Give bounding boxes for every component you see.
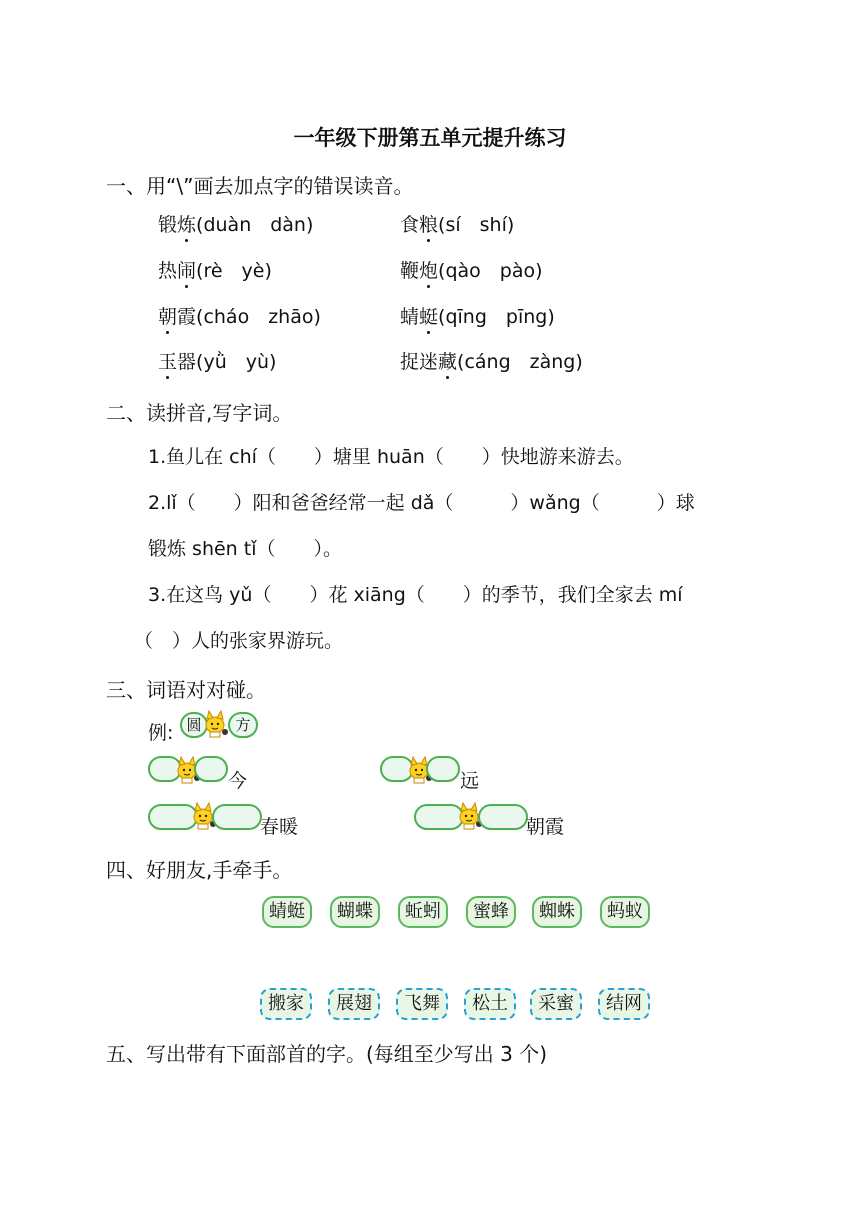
s2-line-1: 1.鱼儿在 chí（ ）塘里 huān（ ）快地游来游去。 bbox=[148, 446, 634, 468]
insect-box[interactable]: 蜻蜓 bbox=[262, 896, 312, 928]
pair-word-1: 今 bbox=[228, 770, 248, 792]
action-box[interactable]: 松土 bbox=[464, 988, 516, 1020]
insect-box[interactable]: 蜘蛛 bbox=[532, 896, 582, 928]
blank-pill[interactable] bbox=[478, 804, 528, 830]
s2-line-3: 锻炼 shēn tǐ（ ）。 bbox=[148, 538, 342, 560]
s2-line-4: 3.在这鸟 yǔ（ ）花 xiāng（ ）的季节，我们全家去 mí bbox=[148, 584, 683, 606]
s1-item-6: 蜻蜓(qīng pīng) bbox=[400, 302, 555, 329]
section-4-heading: 四、好朋友,手牵手。 bbox=[106, 858, 293, 882]
pair-word-3: 春暖 bbox=[260, 816, 299, 838]
example-right-pill: 方 bbox=[228, 712, 258, 738]
insect-box[interactable]: 蜜蜂 bbox=[466, 896, 516, 928]
s1-item-7: 玉器(yǜ yù) bbox=[158, 347, 276, 374]
insect-box[interactable]: 蚯蚓 bbox=[398, 896, 448, 928]
action-box[interactable]: 采蜜 bbox=[530, 988, 582, 1020]
s2-line-2: 2.lǐ（ ）阳和爸爸经常一起 dǎ（ ）wǎng（ ）球 bbox=[148, 492, 695, 514]
s1-item-3: 热闹(rè yè) bbox=[158, 256, 272, 283]
example-left-pill: 圆 bbox=[180, 712, 208, 738]
section-2-heading: 二、读拼音,写字词。 bbox=[106, 401, 293, 425]
action-box[interactable]: 展翅 bbox=[328, 988, 380, 1020]
example-label: 例: bbox=[148, 722, 174, 744]
s1-item-5: 朝霞(cháo zhāo) bbox=[158, 302, 321, 329]
cat-icon bbox=[200, 708, 230, 738]
s2-line-5: （ ）人的张家界游玩。 bbox=[134, 630, 344, 652]
s1-item-1: 锻炼(duàn dàn) bbox=[158, 210, 313, 237]
section-5-heading: 五、写出带有下面部首的字。(每组至少写出 3 个) bbox=[106, 1042, 548, 1066]
page-title: 一年级下册第五单元提升练习 bbox=[293, 126, 567, 150]
section-3-heading: 三、词语对对碰。 bbox=[106, 678, 266, 702]
action-box[interactable]: 结网 bbox=[598, 988, 650, 1020]
blank-pill[interactable] bbox=[194, 756, 228, 782]
blank-pill[interactable] bbox=[212, 804, 262, 830]
s1-item-2: 食粮(sí shí) bbox=[400, 210, 514, 237]
section-1-heading: 一、用“\”画去加点字的错误读音。 bbox=[106, 174, 414, 198]
s1-item-4: 鞭炮(qào pào) bbox=[400, 256, 543, 283]
action-box[interactable]: 飞舞 bbox=[396, 988, 448, 1020]
insect-box[interactable]: 蝴蝶 bbox=[330, 896, 380, 928]
s1-item-8: 捉迷藏(cáng zàng) bbox=[400, 347, 583, 374]
pair-word-4: 朝霞 bbox=[526, 816, 565, 838]
insect-box[interactable]: 蚂蚁 bbox=[600, 896, 650, 928]
pair-word-2: 远 bbox=[460, 770, 480, 792]
action-box[interactable]: 搬家 bbox=[260, 988, 312, 1020]
blank-pill[interactable] bbox=[426, 756, 460, 782]
